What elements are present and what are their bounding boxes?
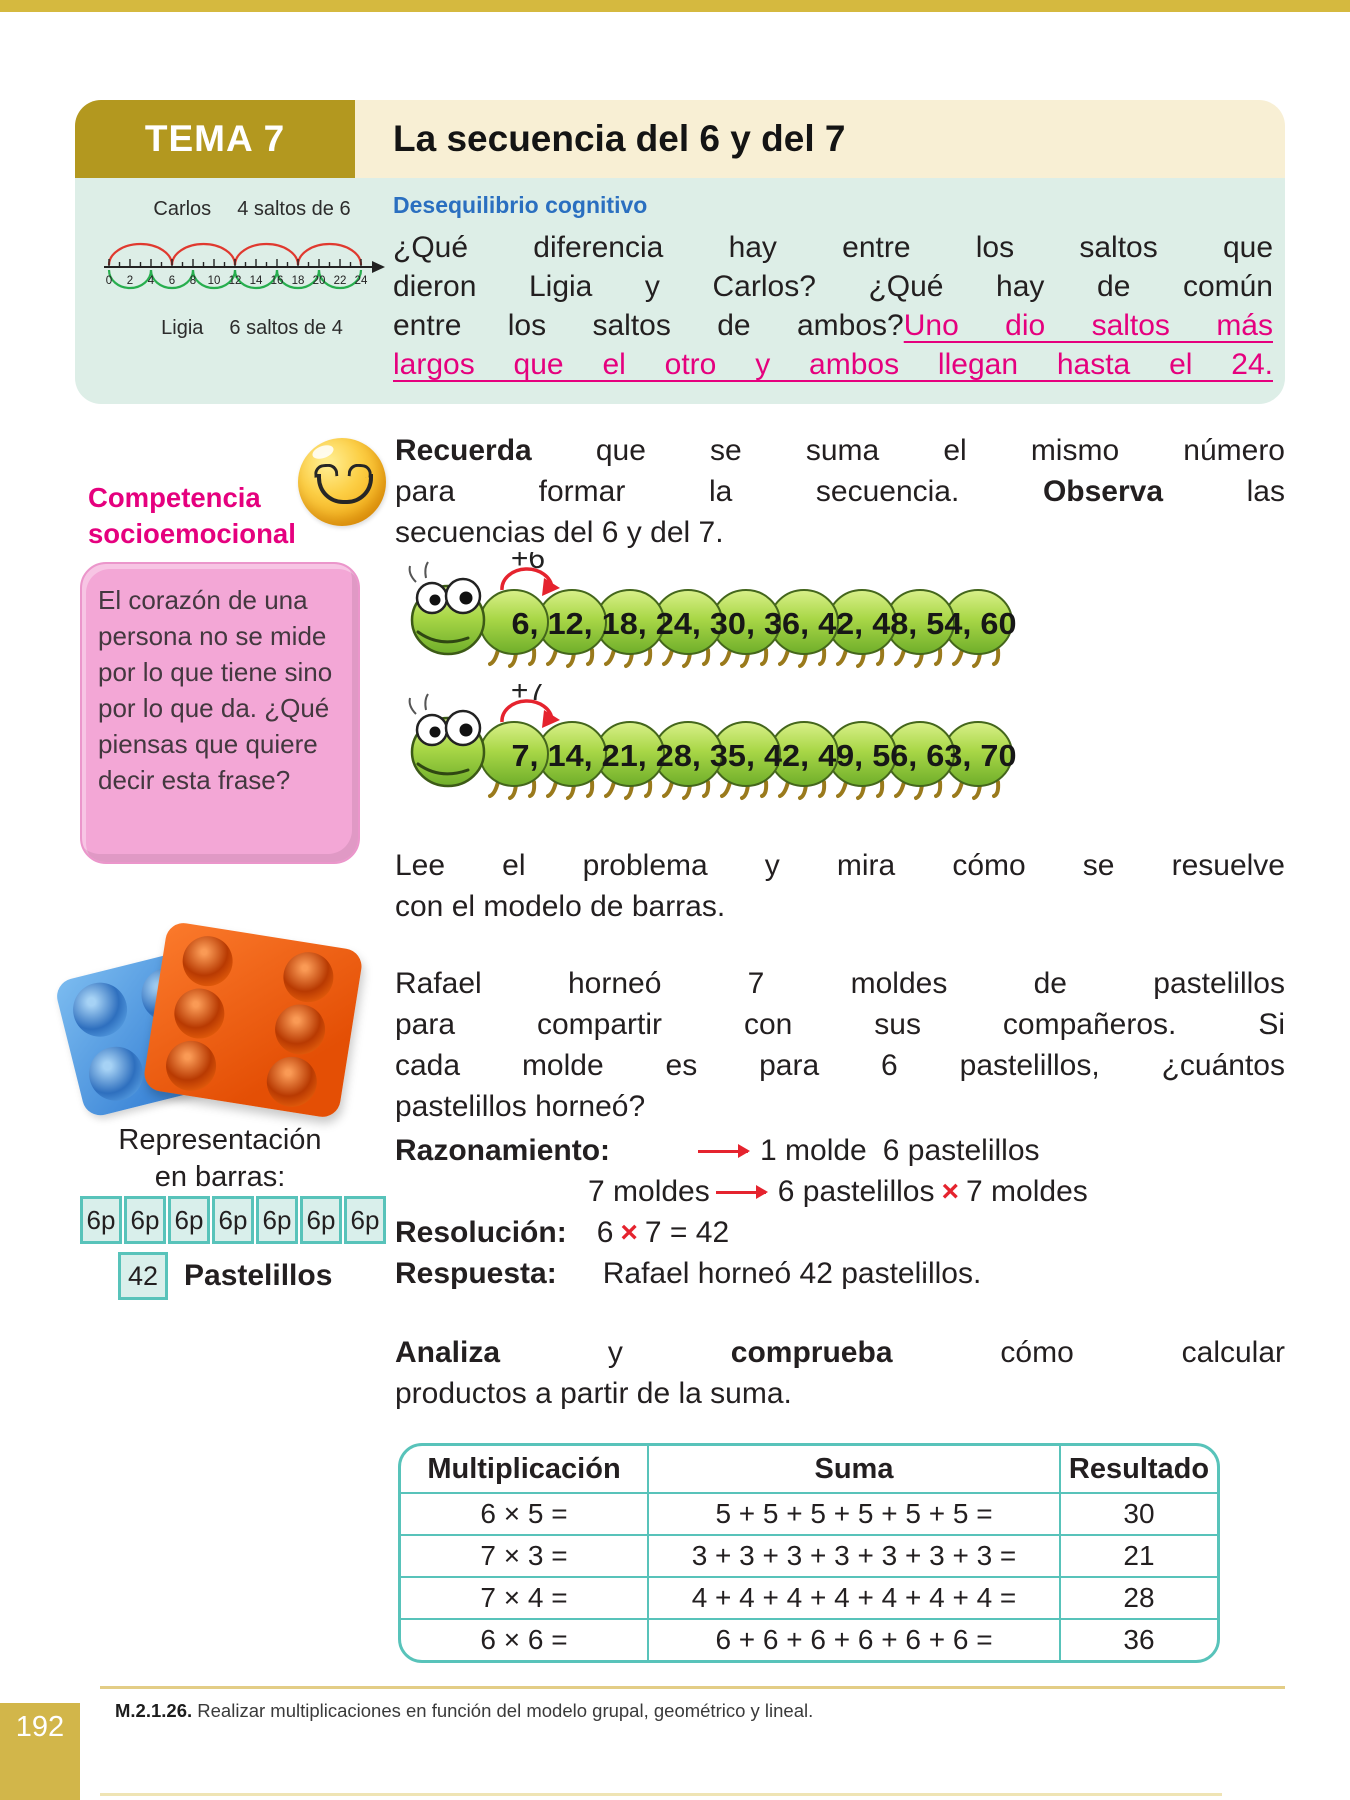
bar-cell: 6p [168, 1196, 210, 1244]
resolucion-label: Resolución: [395, 1216, 567, 1249]
table-header-row [401, 1446, 1217, 1492]
table-row [401, 1576, 1217, 1618]
reasoning-block [395, 1130, 1285, 1294]
raz-1-molde: 1 molde [760, 1134, 867, 1167]
muffin-cup [171, 985, 228, 1042]
page-title: La secuencia del 6 y del 7 [393, 118, 846, 159]
caterpillar-sequence-7 [402, 684, 1050, 812]
table-header: Multiplicación [427, 1452, 621, 1485]
total-box: 42 [118, 1252, 168, 1300]
answer-line [395, 1253, 1285, 1294]
numberline-svg [99, 221, 405, 317]
table-cell: 21 [1123, 1540, 1155, 1571]
muffin-cup [83, 1041, 148, 1106]
text-line: Recuerda que se suma el mismo número [395, 434, 1285, 467]
smiley-gloss [311, 443, 336, 462]
socioemotional-quote-box: El corazón de una persona no se mide por lo que tiene sino por lo que da. ¿Qué piensas que quiere decir esta frase? [80, 562, 360, 864]
razonamiento-label: Razonamiento: [395, 1134, 611, 1167]
bar-cell: 6p [344, 1196, 386, 1244]
lee-paragraph [395, 845, 1285, 927]
text-line: Lee el problema y mira cómo se resuelve [395, 849, 1285, 882]
text-line: para compartir con sus compañeros. Si [395, 1008, 1285, 1041]
jumper-name-carlos: Carlos [153, 198, 212, 220]
svg-text:24: 24 [354, 275, 368, 287]
table-cell: 7 × 3 = [480, 1540, 568, 1571]
competencia-line2: socioemocional [88, 518, 296, 549]
cognitive-intro-box [75, 178, 1285, 404]
table-cell: 6 × 5 = [480, 1498, 568, 1529]
competencia-line1: Competencia [88, 482, 261, 513]
svg-text:2: 2 [126, 275, 134, 287]
table-row [401, 1618, 1217, 1660]
bar-cell: 6p [124, 1196, 166, 1244]
svg-text:6, 12, 18, 24, 30, 36, 42, 48,: 6, 12, 18, 24, 30, 36, 42, 48, 54, 60 [511, 606, 1017, 641]
table-cell: 3 + 3 + 3 + 3 + 3 + 3 + 3 = [647, 1536, 1061, 1576]
raz-6-pastelillos-2: 6 pastelillos [777, 1175, 935, 1208]
bar-model-caption [70, 1122, 370, 1196]
numberline-figure [99, 198, 405, 340]
table-cell: 6 + 6 + 6 + 6 + 6 + 6 = [647, 1620, 1061, 1660]
text-line: largos que el otro y ambos llegan hasta el 24. [393, 348, 1273, 381]
text-line: pastelillos horneó? [395, 1090, 646, 1123]
muffin-cup [179, 933, 236, 990]
res-6: 6 [596, 1216, 614, 1249]
problem-paragraph [395, 963, 1285, 1127]
muffin-cup [280, 949, 337, 1006]
red-times-sign: × [941, 1175, 960, 1208]
svg-text:6: 6 [168, 275, 176, 287]
table-cell: 36 [1123, 1624, 1155, 1655]
caterpillar-7-svg [402, 684, 1050, 812]
caterpillar-sequence-6 [402, 552, 1050, 680]
bottom-divider [100, 1793, 1222, 1796]
svg-text:22: 22 [333, 275, 347, 287]
muffin-cup [67, 977, 132, 1042]
res-7-42: 7 = 42 [644, 1216, 730, 1249]
top-accent-bar [0, 0, 1350, 12]
svg-text:12: 12 [228, 275, 242, 287]
text-line: con el modelo de barras. [395, 890, 726, 923]
table-row [401, 1534, 1217, 1576]
tema-badge [75, 100, 355, 178]
bar-model-total [118, 1252, 332, 1300]
numberline-bottom-label [99, 317, 405, 340]
reasoning-line1 [395, 1130, 1285, 1171]
raz-7-moldes: 7 moldes [588, 1175, 710, 1208]
muffin-molds-image [68, 933, 368, 1125]
text-line: ¿Qué diferencia hay entre los saltos que [393, 231, 1273, 264]
standard-text: Realizar multiplicaciones en función del modelo grupal, geométrico y lineal. [192, 1700, 814, 1721]
numberline-top-label [99, 198, 405, 221]
text-line: dieron Ligia y Carlos? ¿Qué hay de común [393, 270, 1273, 303]
red-times-sign: × [620, 1216, 638, 1249]
caption-line1: Representación [118, 1124, 322, 1156]
section-label: Desequilibrio cognitivo [393, 192, 648, 218]
recuerda-paragraph [395, 430, 1285, 553]
muffin-cup [263, 1053, 320, 1110]
smiley-face-icon [298, 438, 386, 526]
tema-label: TEMA 7 [144, 118, 286, 159]
bar-cell: 6p [256, 1196, 298, 1244]
competencia-title [88, 480, 308, 552]
table-cell: 4 + 4 + 4 + 4 + 4 + 4 + 4 = [647, 1578, 1061, 1618]
respuesta-label: Respuesta: [395, 1257, 557, 1290]
page-header [75, 100, 1285, 178]
bar-cell: 6p [300, 1196, 342, 1244]
jumps-desc-ligia: 6 saltos de 4 [229, 317, 343, 339]
text-line: entre los saltos de ambos?Uno dio saltos más [393, 309, 1273, 342]
jumps-desc-carlos: 4 saltos de 6 [237, 198, 351, 220]
bar-model-row [80, 1196, 386, 1244]
text-line: Rafael horneó 7 moldes de pastelillos [395, 967, 1285, 1000]
table-cell: 6 × 6 = [480, 1624, 568, 1655]
muffin-cup [162, 1037, 219, 1094]
resolution-line [395, 1212, 1285, 1253]
text-line: productos a partir de la suma. [395, 1377, 792, 1410]
svg-text:+7: +7 [510, 684, 546, 707]
reasoning-line2 [395, 1171, 1285, 1212]
table-row [401, 1492, 1217, 1534]
respuesta-text: Rafael horneó 42 pastelillos. [602, 1257, 982, 1290]
red-arrow-icon [698, 1150, 748, 1154]
muffin-cup [271, 1001, 328, 1058]
cognitive-question [393, 228, 1273, 384]
svg-text:4: 4 [147, 275, 155, 287]
text-line: Analiza y comprueba cómo calcular [395, 1336, 1286, 1369]
svg-text:16: 16 [270, 275, 284, 287]
svg-text:8: 8 [189, 275, 197, 287]
title-band [355, 100, 1285, 178]
curriculum-standard [115, 1700, 813, 1722]
orange-muffin-tray [142, 921, 364, 1120]
intro-text [393, 192, 1273, 384]
analiza-paragraph [395, 1332, 1285, 1414]
svg-text:10: 10 [207, 275, 221, 287]
smiley-mouth [317, 474, 373, 504]
text-line: cada molde es para 6 pastelillos, ¿cuántos [395, 1049, 1285, 1082]
svg-text:7, 14, 21, 28, 35, 42, 49, 56,: 7, 14, 21, 28, 35, 42, 49, 56, 63, 70 [511, 738, 1017, 773]
total-label: Pastelillos [184, 1259, 333, 1292]
svg-text:+6: +6 [510, 552, 546, 575]
standard-code: M.2.1.26. [115, 1700, 193, 1721]
table-cell: 5 + 5 + 5 + 5 + 5 + 5 = [647, 1494, 1061, 1534]
table-cell: 7 × 4 = [480, 1582, 568, 1613]
svg-text:18: 18 [291, 275, 305, 287]
text-line: secuencias del 6 y del 7. [395, 516, 724, 549]
caption-line2: en barras: [154, 1161, 286, 1193]
table-header: Suma [647, 1446, 1061, 1492]
svg-text:20: 20 [312, 275, 326, 287]
bar-cell: 6p [80, 1196, 122, 1244]
raz-7-moldes-2: 7 moldes [966, 1175, 1088, 1208]
text-line: para formar la secuencia. Observa las [395, 475, 1285, 508]
table-cell: 28 [1123, 1582, 1155, 1613]
table-cell: 30 [1123, 1498, 1155, 1529]
jumper-name-ligia: Ligia [161, 317, 204, 339]
footer-divider [100, 1686, 1285, 1689]
multiplication-table [398, 1443, 1220, 1663]
red-arrow-icon [716, 1191, 766, 1195]
bar-cell: 6p [212, 1196, 254, 1244]
table-header: Resultado [1068, 1452, 1210, 1485]
svg-text:0: 0 [105, 275, 113, 287]
caterpillar-6-svg [402, 552, 1050, 680]
page-number: 192 [0, 1703, 80, 1800]
svg-text:14: 14 [249, 275, 263, 287]
raz-6-pastelillos: 6 pastelillos [882, 1134, 1040, 1167]
